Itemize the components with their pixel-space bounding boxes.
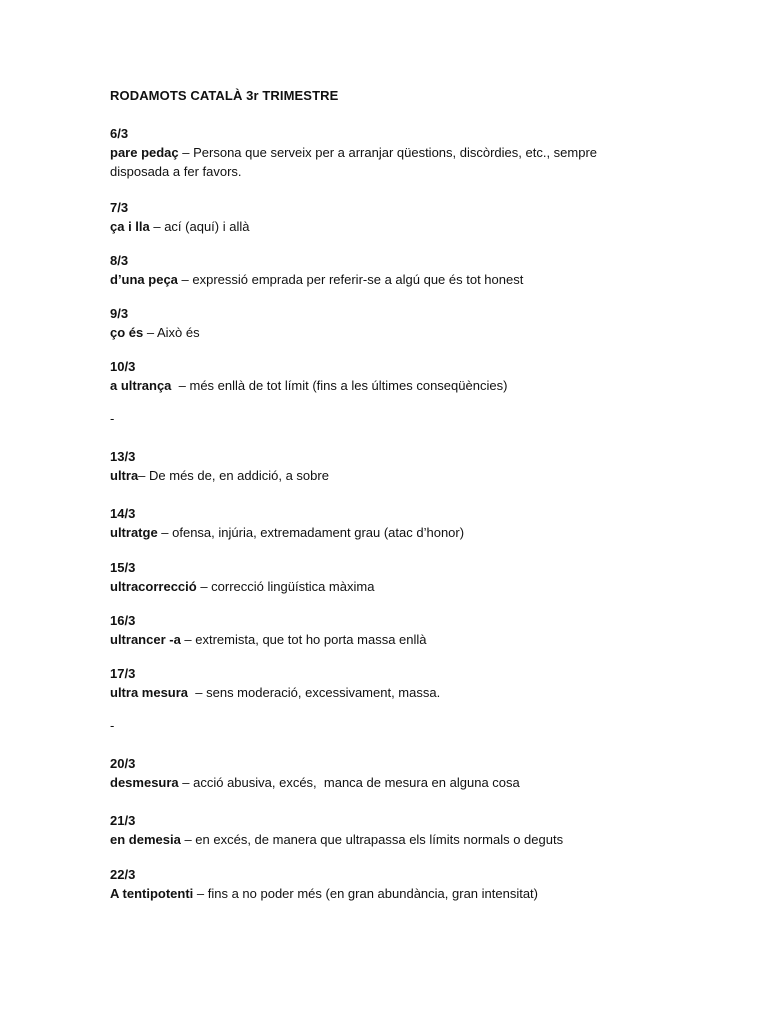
entry-20-3 <box>110 754 670 792</box>
entry-14-3 <box>110 504 670 542</box>
entry-line <box>110 143 670 162</box>
entry-date: 10/3 <box>110 359 136 374</box>
entry-definition: – més enllà de tot límit (fins a les últimes conseqüències) <box>171 378 508 393</box>
entry-term: en demesia <box>110 832 181 847</box>
entry-term: a ultrança <box>110 378 172 393</box>
entry-definition: – sens moderació, excessivament, massa. <box>188 685 441 700</box>
entry-17-3 <box>110 664 670 702</box>
separator-dash: - <box>110 718 115 733</box>
entry-date: 8/3 <box>110 253 129 268</box>
entry-definition: – expressió emprada per referir-se a algú que és tot honest <box>177 272 524 287</box>
entry-definition: – extremista, que tot ho porta massa enllà <box>180 632 427 647</box>
entry-term: ultratge <box>110 525 158 540</box>
page-title: RODAMOTS CATALÀ 3r TRIMESTRE <box>110 88 339 103</box>
entry-line <box>110 376 670 395</box>
entry-8-3 <box>110 251 670 289</box>
entry-date: 22/3 <box>110 867 136 882</box>
entry-15-3 <box>110 558 670 596</box>
separator-dash: - <box>110 411 115 426</box>
entry-definition: – Persona que serveix per a arranjar qüestions, discòrdies, etc., sempre <box>178 145 598 160</box>
entry-10-3 <box>110 357 670 395</box>
entry-term: ça i lla <box>110 219 150 234</box>
entry-13-3 <box>110 447 670 485</box>
entry-definition: – fins a no poder més (en gran abundància, gran intensitat) <box>193 886 538 901</box>
entry-line <box>110 466 670 485</box>
entry-term: pare pedaç <box>110 145 179 160</box>
entry-7-3 <box>110 198 670 236</box>
entry-term: ultra mesura <box>110 685 189 700</box>
entry-21-3 <box>110 811 670 849</box>
entry-date: 17/3 <box>110 666 136 681</box>
entry-line <box>110 683 670 702</box>
entry-date: 13/3 <box>110 449 136 464</box>
entry-term: desmesura <box>110 775 179 790</box>
entry-line <box>110 577 670 596</box>
entry-line <box>110 830 670 849</box>
entry-definition: – ofensa, injúria, extremadament grau (atac d’honor) <box>157 525 465 540</box>
entry-term: ultrancer -a <box>110 632 181 647</box>
entry-date: 20/3 <box>110 756 136 771</box>
entry-line <box>110 773 670 792</box>
entry-date: 6/3 <box>110 126 129 141</box>
entry-6-3 <box>110 124 670 181</box>
entry-date: 9/3 <box>110 306 129 321</box>
entry-term: ultracorrecció <box>110 579 197 594</box>
entry-definition: – Això és <box>143 325 200 340</box>
entry-term: A tentipotenti <box>110 886 194 901</box>
entry-definition-continued: disposada a fer favors. <box>110 164 242 179</box>
entry-date: 14/3 <box>110 506 136 521</box>
entry-date: 21/3 <box>110 813 136 828</box>
entry-definition: – en excés, de manera que ultrapassa els límits normals o deguts <box>180 832 564 847</box>
entry-date: 15/3 <box>110 560 136 575</box>
entry-definition: – De més de, en addició, a sobre <box>138 468 329 483</box>
entry-term: d’una peça <box>110 272 178 287</box>
entry-term: ço és <box>110 325 144 340</box>
entry-16-3 <box>110 611 670 649</box>
entry-9-3 <box>110 304 670 342</box>
entry-line <box>110 270 670 289</box>
entry-line <box>110 630 670 649</box>
entry-date: 16/3 <box>110 613 136 628</box>
entry-line <box>110 884 670 903</box>
entry-date: 7/3 <box>110 200 129 215</box>
entry-line <box>110 523 670 542</box>
entry-line <box>110 217 670 236</box>
entry-definition: – acció abusiva, excés, manca de mesura en alguna cosa <box>178 775 520 790</box>
entry-line <box>110 323 670 342</box>
entry-term: ultra <box>110 468 139 483</box>
entry-definition: – correcció lingüística màxima <box>196 579 375 594</box>
entry-22-3 <box>110 865 670 903</box>
entry-definition: – ací (aquí) i allà <box>149 219 250 234</box>
